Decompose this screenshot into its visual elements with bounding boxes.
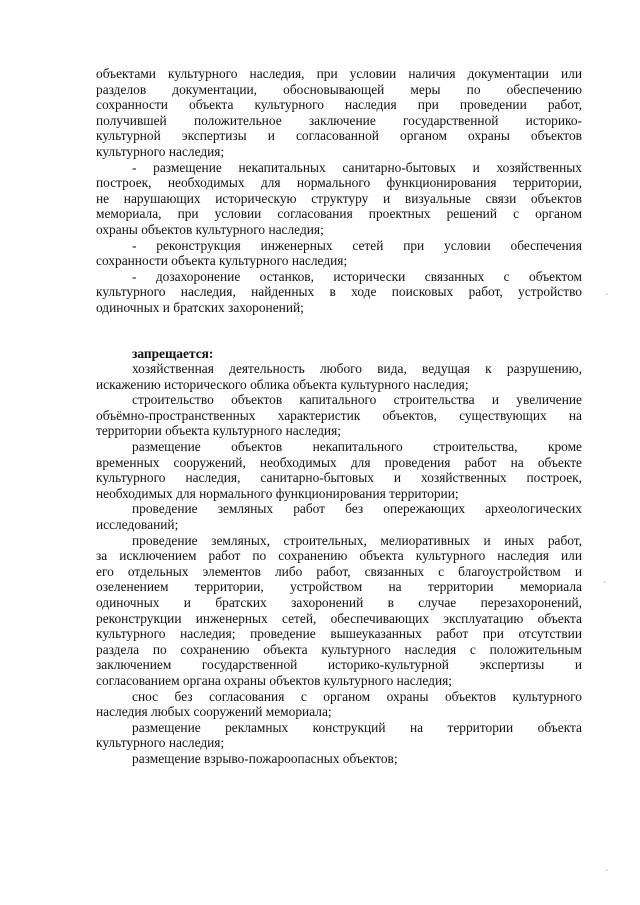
document-page [96,66,582,767]
text-line: искажению исторического облика объекта культурного наследия; [96,376,469,392]
blank-space [96,316,582,346]
scan-speck: ˏ [604,862,609,872]
text-line: необходимых для нормального функционирования территории; [96,485,459,501]
text-line: исследований; [96,517,179,533]
text-line: одиночных и братских захоронений в случае перезахоронений, [96,595,582,610]
text-line: снос без согласования с органом охраны объектов культурного [132,688,582,704]
section-heading [96,346,582,362]
text-line: его отдельных элементов либо работ, связанных с благоустройством и [96,563,582,579]
text-line: территории объекта культурного наследия; [96,423,341,439]
text-line: не нарушающих историческую структуру и визуальные связи объектов [96,190,582,206]
text-line: мемориала, при условии согласования проектных решений с органом [96,206,582,222]
text-line: строительство объектов капитального строительства и увеличение [132,392,582,408]
heading-prohibited: запрещается: [132,345,214,361]
paragraph [96,751,582,767]
paragraph [96,720,582,751]
paragraph [96,238,582,269]
text-line: согласованием органа охраны объектов культурного наследия; [96,672,452,688]
text-line: проведение земляных работ без опережающих археологических [132,501,582,517]
text-line: временных сооружений, необходимых для проведения работ на объекте [96,454,582,470]
scan-speck: ˏ [602,574,607,584]
text-line: - размещение некапитальных санитарно-бытовых и хозяйственных [132,159,582,175]
paragraph [96,533,582,689]
text-line: культурного наследия, найденных в ходе поисковых работ, устройство [96,284,582,300]
text-line: хозяйственная деятельность любого вида, ведущая к разрушению, [132,361,582,377]
text-line: - дозахоронение останков, исторически связанных с объектом [132,268,582,284]
text-line: проведение земляных, строительных, мелиоративных и иных работ, [132,532,582,548]
text-line: размещение объектов некапитального строительства, кроме [132,439,582,455]
text-line: - реконструкция инженерных сетей при условии обеспечения [132,237,582,253]
text-line: реконструкции инженерных сетей, обеспечивающих эксплуатацию объекта [96,610,582,626]
text-line: культурной экспертизы и согласованной органом охраны объектов [96,128,582,144]
text-line: размещение взрыво-пожароопасных объектов; [132,750,398,766]
paragraph [96,160,582,238]
text-line: размещение рекламных конструкций на территории объекта [132,719,582,735]
text-line: культурного наследия; [96,143,225,159]
text-line: заключением государственной историко-культурной экспертизы и [96,657,582,673]
text-line: сохранности объекта культурного наследия; [96,253,348,269]
text-line: культурного наследия, санитарно-бытовых и хозяйственных построек, [96,470,582,486]
paragraph [96,392,582,439]
paragraph [96,361,582,392]
paragraph [96,689,582,720]
text-line: разделов документации, обосновывающей меры по обеспечению [96,81,582,97]
text-line: получившей положительное заключение государственной историко- [96,112,582,128]
paragraph [96,501,582,532]
text-line: охраны объектов культурного наследия; [96,221,324,237]
text-line: объёмно-пространственных характеристик объектов, существующих на [96,407,582,423]
text-line: наследия любых сооружений мемориала; [96,704,332,720]
text-line: за исключением работ по сохранению объекта культурного наследия или [96,548,582,564]
text-line: культурного наследия; [96,735,225,751]
paragraph [96,439,582,501]
text-line: объектами культурного наследия, при условии наличия документации или [96,66,582,81]
paragraph [96,66,582,160]
text-line: культурного наследия; проведение вышеуказанных работ при отсутствии [96,626,582,642]
text-line: одиночных и братских захоронений; [96,299,304,315]
text-line: раздела по сохранению объекта культурного наследия с положительным [96,641,582,657]
text-line: озеленением территории, устройством на территории мемориала [96,579,582,595]
scan-speck: ˏ [604,286,609,296]
text-line: построек, необходимых для нормального функционирования территории, [96,175,582,191]
paragraph [96,269,582,316]
text-line: сохранности объекта культурного наследия при проведении работ, [96,97,582,113]
